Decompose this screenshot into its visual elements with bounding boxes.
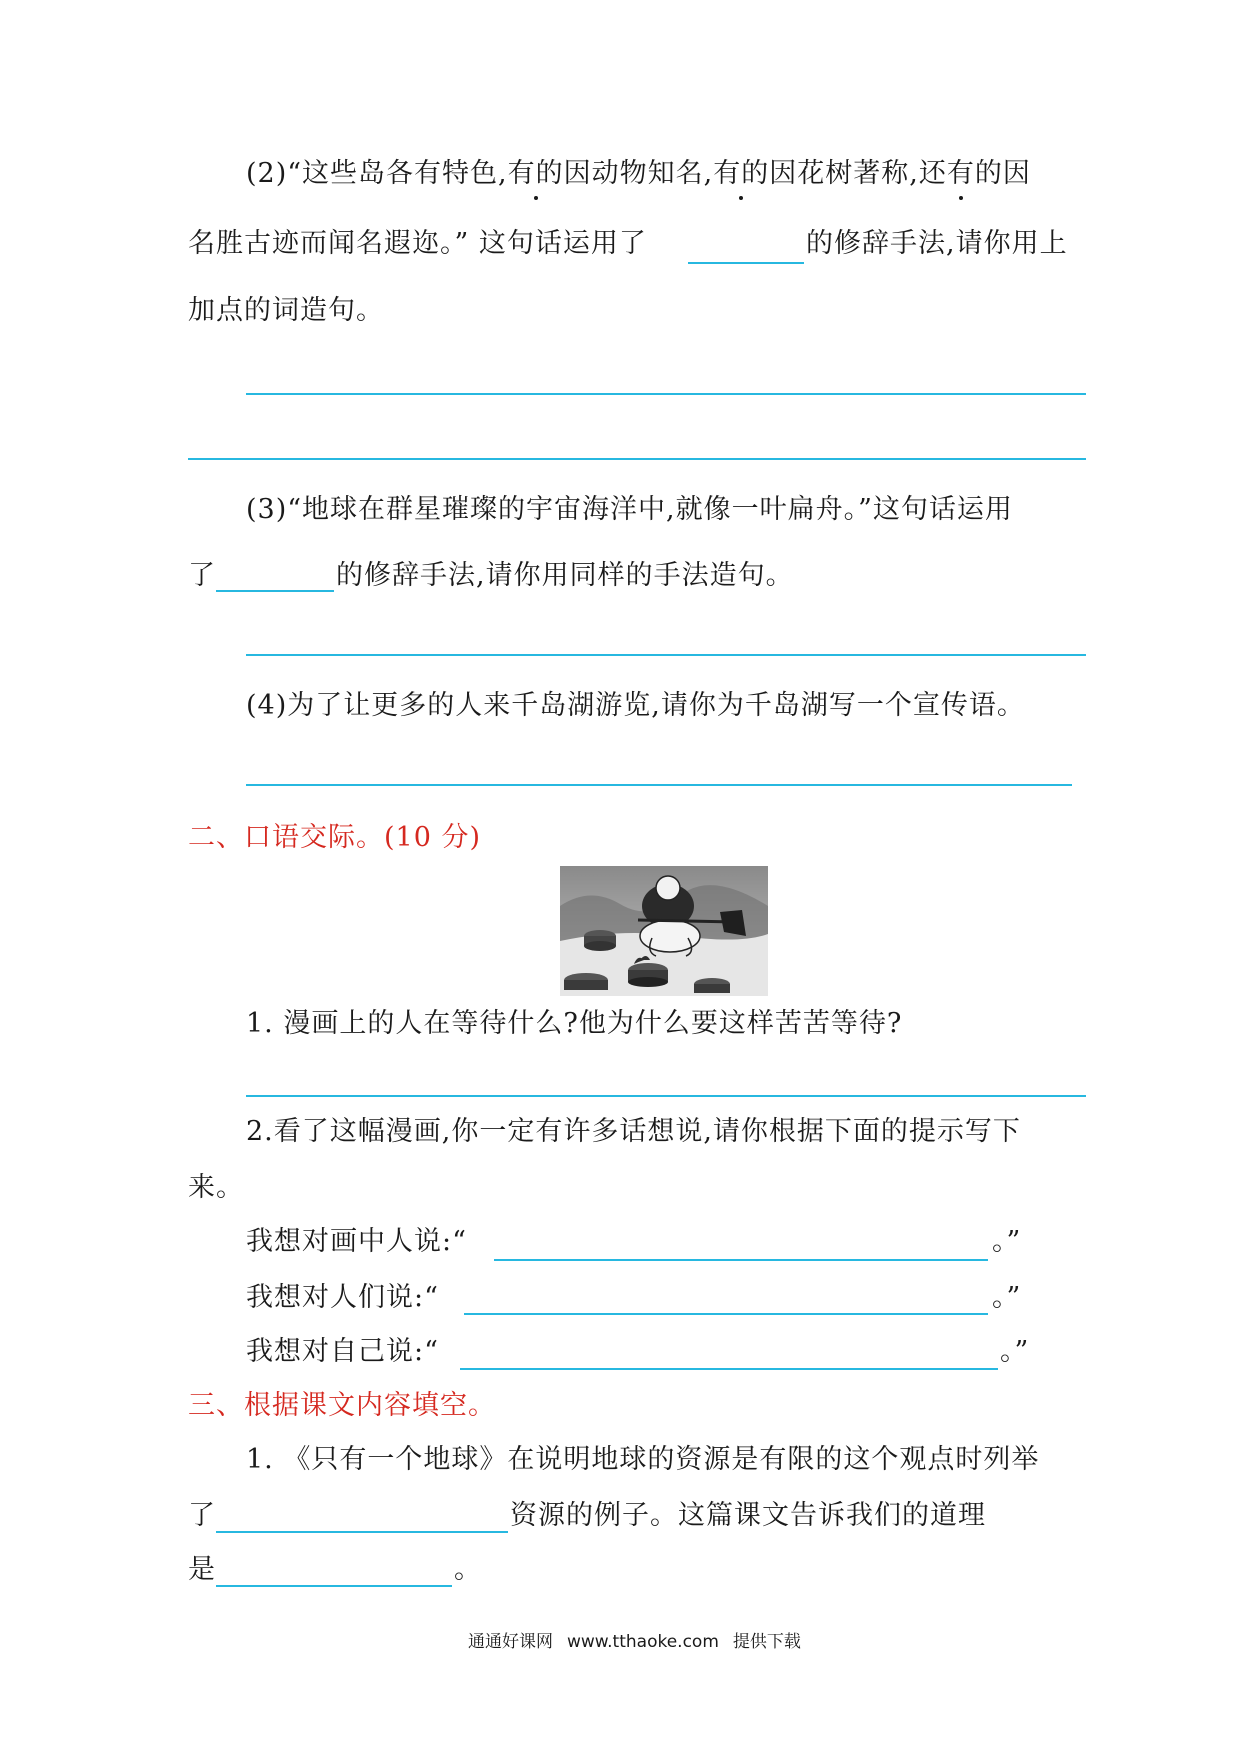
section-3-heading: 三、根据课文内容填空。 [188,1390,496,1421]
section-3-blank-2[interactable] [216,1585,452,1587]
footer-site-name: 通通好课网 [468,1632,553,1652]
q2-line-1: (2)“这些岛各有特色,有的因动物知名,有的因花树著称,还有的因 [246,156,1031,192]
q2-answer-line-1[interactable] [246,393,1086,395]
cartoon-image [560,866,768,996]
section-3-item-1-line-3a: 是 [188,1554,216,1585]
dotted-word-3: 还有的 [919,156,1003,192]
section-2-item-2-line-1: 2.看了这幅漫画,你一定有许多话想说,请你根据下面的提示写下 [246,1116,1021,1147]
q2-answer-line-2[interactable] [188,458,1086,460]
q4-answer-line[interactable] [246,784,1072,786]
q2-blank[interactable] [688,262,804,264]
section-2-item-2-line-2: 来。 [188,1172,244,1203]
prompt-to-person-line[interactable] [494,1259,988,1261]
footer-note: 提供下载 [732,1632,801,1652]
prompt-to-people-end: 。” [992,1282,1022,1313]
q3-line-2a: 了 [188,560,216,591]
dotted-word-1: 有的 [508,156,564,192]
page-footer [468,1624,801,1660]
section-3-blank-1[interactable] [216,1531,508,1533]
prompt-to-person: 我想对画中人说:“ [246,1226,467,1257]
section-2-item-1-answer-line[interactable] [246,1095,1086,1097]
q2-line-2a: 名胜古迹而闻名遐迩。” 这句话运用了 [188,228,647,259]
q4-line-1: (4)为了让更多的人来千岛湖游览,请你为千岛湖写一个宣传语。 [246,690,1025,721]
q3-line-1: (3)“地球在群星璀璨的宇宙海洋中,就像一叶扁舟。”这句话运用 [246,494,1013,525]
prompt-to-people: 我想对人们说:“ [246,1282,439,1313]
section-3-item-1-line-1: 1. 《只有一个地球》在说明地球的资源是有限的这个观点时列举 [246,1444,1040,1475]
section-3-item-1-line-2b: 资源的例子。这篇课文告诉我们的道理 [510,1500,986,1531]
q3-blank[interactable] [216,590,334,592]
cartoon-illustration [560,866,768,996]
footer-url[interactable]: www.tthaoke.com [567,1632,719,1652]
prompt-to-self-end: 。” [1000,1336,1030,1367]
section-2-heading: 二、口语交际。(10 分) [188,822,482,853]
section-2-item-1: 1. 漫画上的人在等待什么?他为什么要这样苦苦等待? [246,1008,903,1039]
prompt-to-self: 我想对自己说:“ [246,1336,439,1367]
q3-answer-line[interactable] [246,654,1086,656]
prompt-to-self-line[interactable] [460,1368,998,1370]
section-3-item-1-line-2a: 了 [188,1500,216,1531]
section-3-item-1-line-3b: 。 [454,1554,482,1585]
q2-line-3: 加点的词造句。 [188,295,384,326]
q2-line-2b: 的修辞手法,请你用上 [806,228,1068,259]
prompt-to-person-end: 。” [992,1226,1022,1257]
prompt-to-people-line[interactable] [464,1313,988,1315]
dotted-word-2: 有的 [713,156,769,192]
q3-line-2b: 的修辞手法,请你用同样的手法造句。 [336,560,794,591]
